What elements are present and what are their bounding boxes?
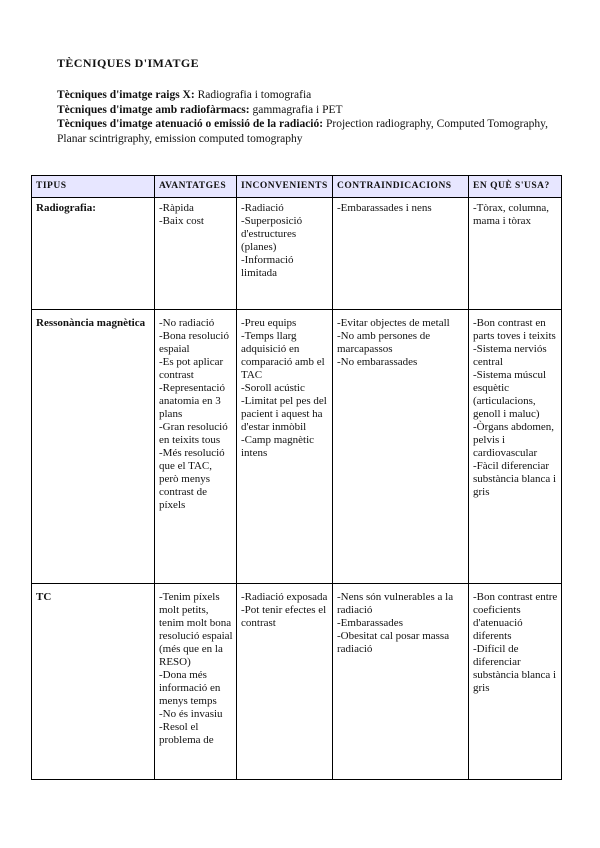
document-title: TÈCNIQUES D'IMATGE — [57, 56, 200, 70]
intro-text: Radiografia i tomografia — [194, 89, 312, 101]
header-contraindicacions: CONTRAINDICACIONS — [333, 176, 469, 198]
cell-tipus: Ressonància magnètica — [32, 310, 155, 584]
table-row — [32, 198, 562, 310]
intro-line-radiopharma — [57, 103, 557, 118]
cell-usa: -Tòrax, columna, mama i tòrax — [469, 198, 562, 310]
header-en-que-susa: EN QUÈ S'USA? — [469, 176, 562, 198]
cell-contraindicacions: -Embarassades i nens — [333, 198, 469, 310]
cell-avantatges: -Tenim píxels molt petits, tenim molt bona resolució espaial (més que en la RESO) -Dona més informació en menys temps -No és invasiu -Resol el problema de — [155, 584, 237, 780]
cell-avantatges: -Ràpida -Baix cost — [155, 198, 237, 310]
table-header-row — [32, 176, 562, 198]
header-avantatges: AVANTATGES — [155, 176, 237, 198]
cell-inconvenients: -Radiació -Superposició d'estructures (planes) -Informació limitada — [237, 198, 333, 310]
cell-tipus: Radiografia: — [32, 198, 155, 310]
cell-tipus: TC — [32, 584, 155, 780]
intro-line-xray — [57, 88, 557, 103]
cell-inconvenients: -Preu equips -Temps llarg adquisició en comparació amb el TAC -Soroll acústic -Limitat pel pes del pacient i aquest ha d'estar inmòbil -Camp magnètic intens — [237, 310, 333, 584]
table-row — [32, 584, 562, 780]
intro-label: Tècniques d'imatge raigs X: — [57, 89, 195, 101]
cell-usa: -Bon contrast en parts toves i teixits -Sistema nerviós central -Sistema múscul esquètic (articulacions, genoll i maluc) -Òrgans abdomen, pelvis i cardiovascular -Fàcil diferenciar substància blanca i gris — [469, 310, 562, 584]
header-tipus: TIPUS — [32, 176, 155, 198]
intro-text: Projection radiography, Computed Tomography, Planar scintrigraphy, emission computed tomography — [57, 118, 548, 145]
cell-avantatges: -No radiació -Bona resolució espaial -Es pot aplicar contrast -Representació anatomia en 3 plans -Gran resolució en teixits tous -Més resolució que el TAC, però menys contrast de píxels — [155, 310, 237, 584]
table-row — [32, 310, 562, 584]
intro-label: Tècniques d'imatge amb radiofàrmacs: — [57, 103, 250, 116]
intro-text: gammagrafia i PET — [249, 103, 343, 116]
intro-line-attenuation — [57, 117, 557, 146]
intro-label: Tècniques d'imatge atenuació o emissió de la radiació: — [57, 118, 324, 130]
imaging-techniques-table — [31, 175, 562, 780]
header-inconvenients: INCONVENIENTS — [237, 176, 333, 198]
cell-contraindicacions: -Evitar objectes de metall -No amb persones de marcapassos -No embarassades — [333, 310, 469, 584]
intro-block — [57, 88, 557, 146]
cell-inconvenients: -Radiació exposada -Pot tenir efectes el contrast — [237, 584, 333, 780]
cell-contraindicacions: -Nens són vulnerables a la radiació -Embarassades -Obesitat cal posar massa radiació — [333, 584, 469, 780]
cell-usa: -Bon contrast entre coeficients d'atenuació diferents -Difícil de diferenciar substància blanca i gris — [469, 584, 562, 780]
